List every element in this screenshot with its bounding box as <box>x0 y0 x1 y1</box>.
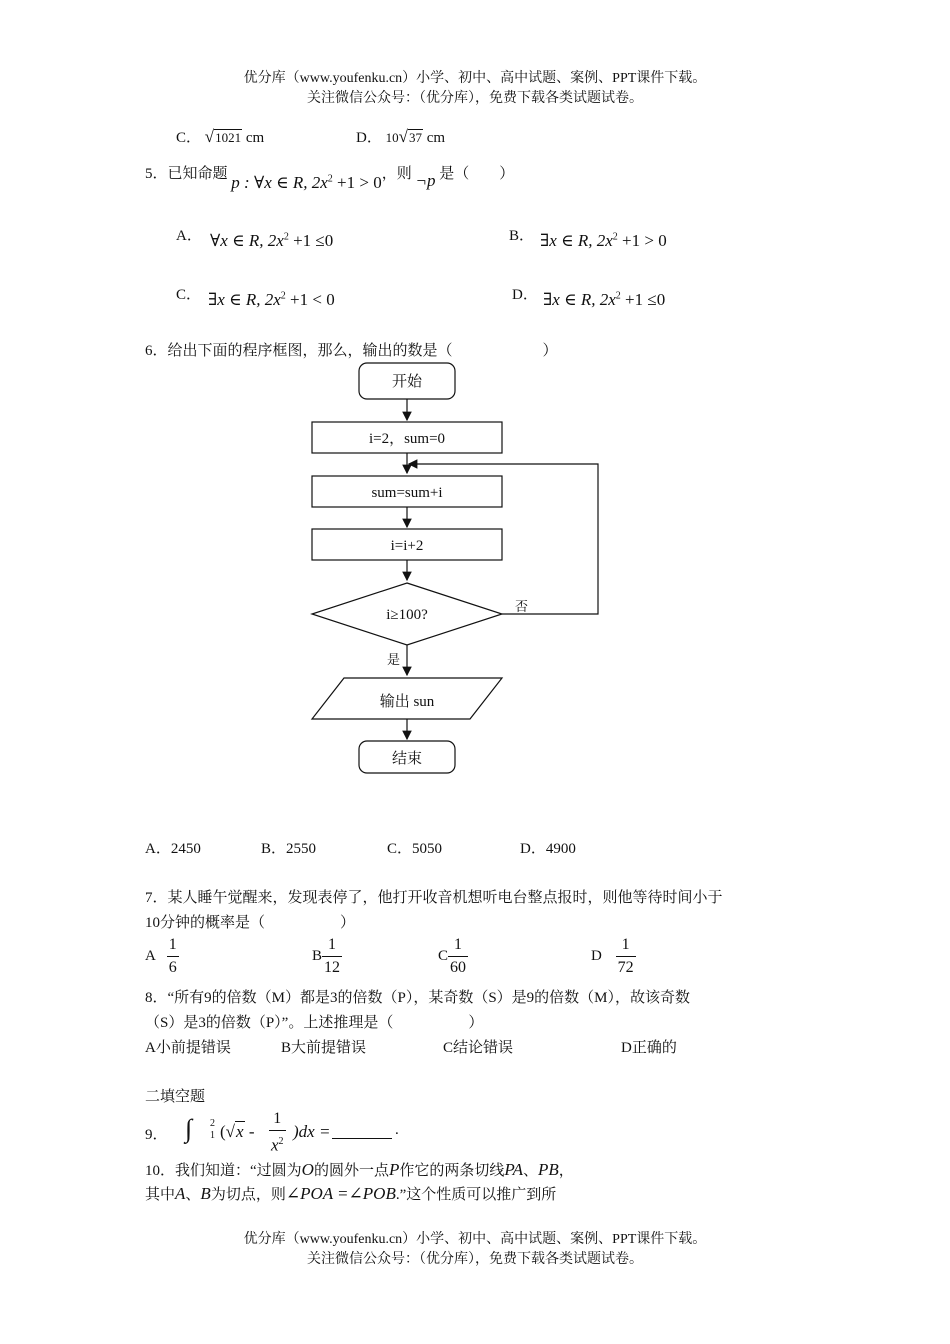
q5-option-a: ∀x ∈ R, $2x^2 +1 \le 0$ <box>210 231 334 250</box>
flow-step2-text: i=i+2 <box>390 538 424 554</box>
q6-option-c: C．5050 <box>387 841 443 857</box>
q4-option-d: D． 10√37 cm <box>356 127 446 146</box>
footer-line-2: 关注微信公众号：（优分库），免费下载各类试题试卷。 <box>307 1252 643 1267</box>
section-title: 二填空题 <box>145 1089 206 1105</box>
header-line-2: 关注微信公众号：（优分库），免费下载各类试题试卷。 <box>307 91 643 106</box>
q6-option-b: B．2550 <box>261 841 317 857</box>
q6-option-a: A．2450 <box>145 841 201 857</box>
q5-option-a-label: A． <box>176 228 202 244</box>
flow-start-text: 开始 <box>391 374 423 390</box>
q8-line-1: 8．“所有9的倍数（M）都是3的倍数（P），某奇数（S）是9的倍数（M），故该奇数 <box>145 990 691 1006</box>
q8-option-d: D正确的 <box>621 1040 677 1056</box>
q5-option-c-label: C． <box>176 287 202 303</box>
q6-stem: 6．给出下面的程序框图，那么，输出的数是（ ） <box>145 343 558 359</box>
q8-option-c: C结论错误 <box>443 1040 514 1056</box>
q8-option-b: B大前提错误 <box>281 1040 367 1056</box>
flow-cond-text: i≥100? <box>386 607 428 623</box>
integral-sign: ∫ <box>185 1114 193 1143</box>
flow-step1-text: sum=sum+i <box>371 485 443 501</box>
q10-line-2: 其中A、B为切点，则∠POA =∠POB.”这个性质可以推广到所 <box>145 1184 557 1203</box>
q7-option-d: D $\frac{1}{72}$ <box>591 936 634 976</box>
flow-yes-label: 是 <box>387 652 401 667</box>
q6-option-d: D．4900 <box>520 841 576 857</box>
q8-line-2: （S）是3的倍数（P）”。上述推理是（ ） <box>145 1015 484 1031</box>
q10-line-1: 10．我们知道：“过圆为O的圆外一点P作它的两条切线PA、PB， <box>145 1160 574 1179</box>
q5-option-b-label: B． <box>509 228 535 244</box>
q5-option-d: ∃x ∈ R, $2x^2 +1 \le 0$ <box>543 290 666 309</box>
q9-number: 9． <box>145 1127 168 1143</box>
q4-option-c: C． √1021 cm <box>176 127 265 146</box>
q7-line-1: 7．某人睡午觉醒来，发现表停了，他打开收音机想听电台整点报时，则他等待时间小于 <box>145 890 723 906</box>
flowchart <box>300 355 620 785</box>
q5-option-b: ∃x ∈ R, $2x^2 +1 > 0$ <box>540 231 667 250</box>
answer-blank[interactable] <box>332 1124 392 1139</box>
q7-option-c: C $\frac{1}{60}$ <box>438 936 467 976</box>
q5-option-d-label: D． <box>512 287 538 303</box>
flow-output-text: 输出 sun <box>379 694 435 710</box>
flow-no-label: 否 <box>515 599 529 614</box>
flow-init-text: i=2，sum=0 <box>368 431 446 447</box>
footer-line-1: 优分库（www.youfenku.cn）小学、初中、高中试题、案例、PPT课件下载。 <box>243 1232 707 1247</box>
q7-option-b: B $\frac{1}{12}$ <box>312 936 341 976</box>
flow-end-text: 结束 <box>391 751 423 767</box>
q7-line-2: 10分钟的概率是（ ） <box>145 915 356 931</box>
q5-stem: 5．已知命题 p : ∀x ∈ R, $2x^2 +1 > 0$，则 ¬p 是（ ） <box>145 166 515 192</box>
q5-option-c: ∃x ∈ R, $2x^2 +1 < 0$ <box>208 290 335 309</box>
header-line-1: 优分库（www.youfenku.cn）小学、初中、高中试题、案例、PPT课件下载。 <box>243 71 707 86</box>
q8-option-a: A小前提错误 <box>145 1040 231 1056</box>
q7-option-a: A $\frac{1}{6}$ <box>145 936 177 976</box>
